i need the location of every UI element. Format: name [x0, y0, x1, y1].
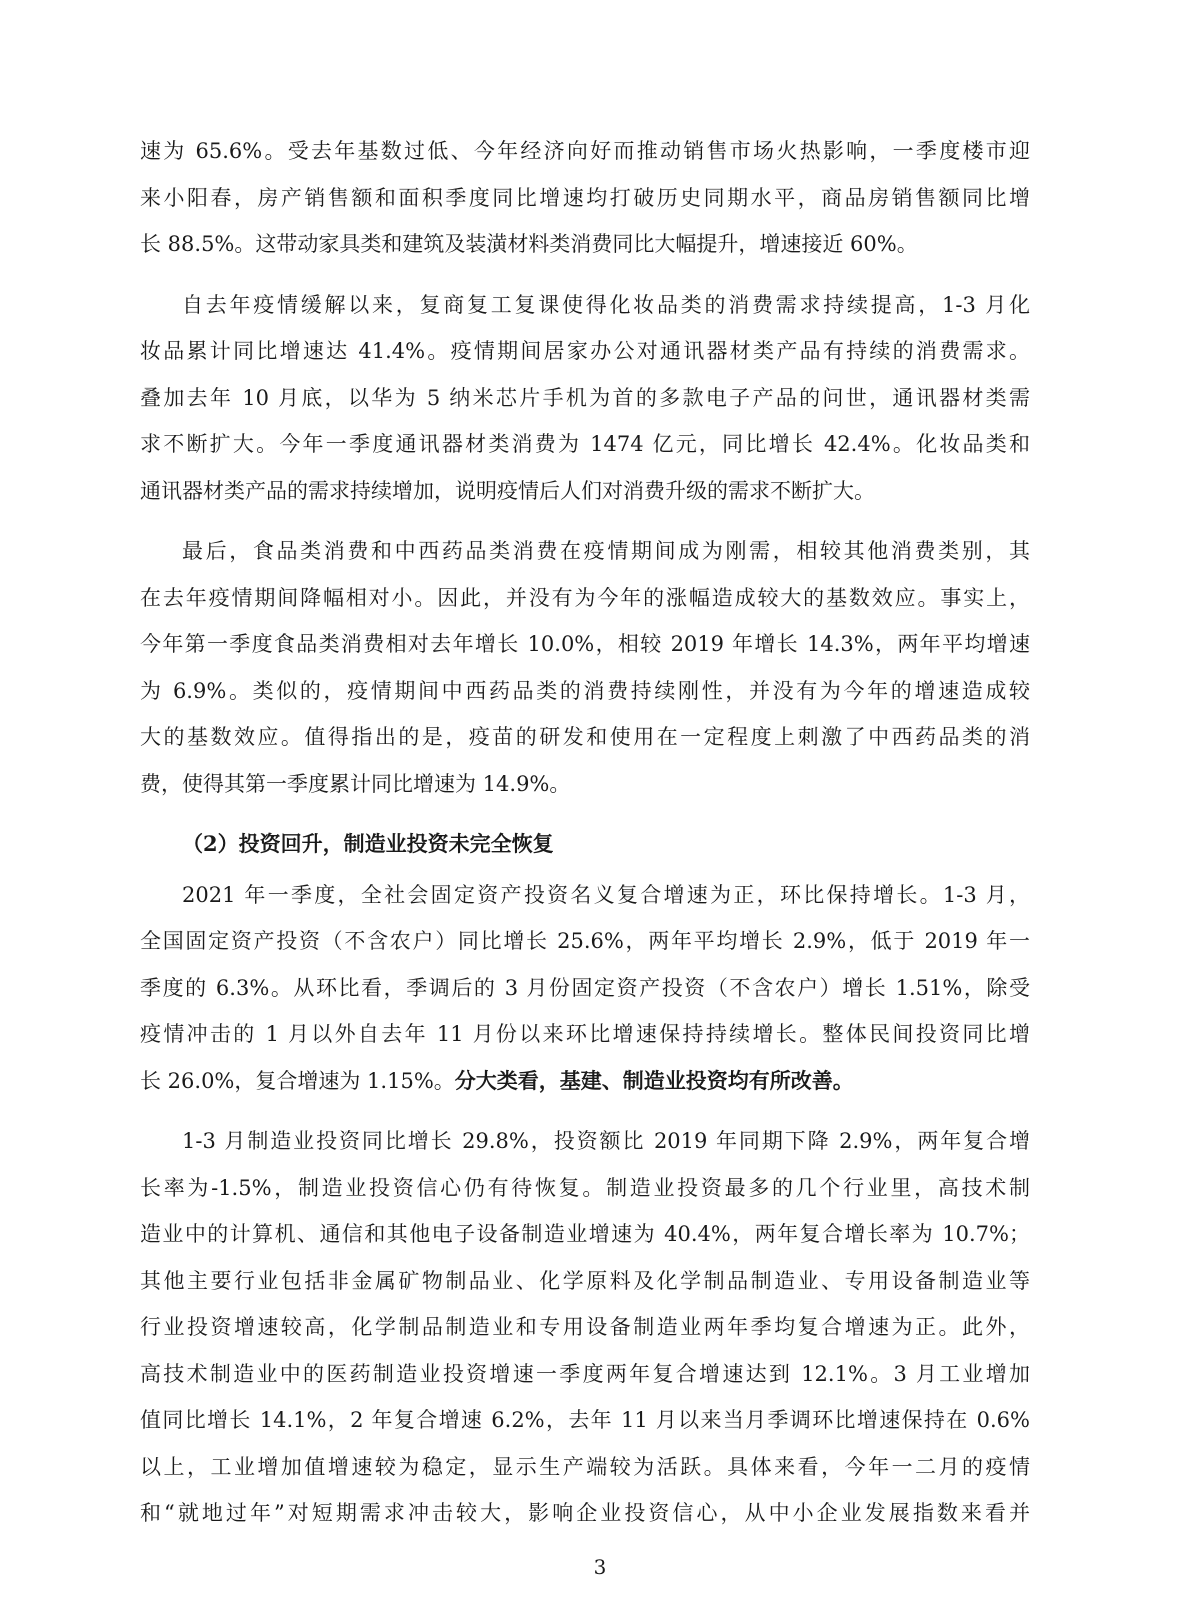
text-line: 今年第一季度食品类消费相对去年增长 10.0%，相较 2019 年增长 14.3%，两年平均增速 — [140, 632, 1030, 656]
text-line: 疫情冲击的 1 月以外自去年 11 月份以来环比增速保持持续增长。整体民间投资同比增 — [140, 1022, 1030, 1046]
text-line: 高技术制造业中的医药制造业投资增速一季度两年复合增速达到 12.1%。3 月工业增加 — [140, 1361, 1030, 1386]
text-line: 全国固定资产投资（不含农户）同比增长 25.6%，两年平均增长 2.9%，低于 2019 年一 — [140, 929, 1030, 953]
text-line: 长 88.5%。这带动家具类和建筑及装潢材料类消费同比大幅提升，增速接近 60%。 — [140, 232, 918, 256]
text-line: 大的基数效应。值得指出的是，疫苗的研发和使用在一定程度上刺激了中西药品类的消 — [140, 725, 1030, 749]
text-line: 在去年疫情期间降幅相对小。因此，并没有为今年的涨幅造成较大的基数效应。事实上， — [140, 585, 1030, 610]
text-line: 2021 年一季度，全社会固定资产投资名义复合增速为正，环比保持增长。1-3 月， — [182, 882, 1030, 907]
document-body — [140, 128, 1030, 1551]
text-line: 速为 65.6%。受去年基数过低、今年经济向好而推动销售市场火热影响，一季度楼市迎 — [140, 139, 1030, 163]
text-line: 费，使得其第一季度累计同比增速为 14.9%。 — [140, 771, 571, 796]
text-line: 1-3 月制造业投资同比增长 29.8%，投资额比 2019 年同期下降 2.9%，两年复合增 — [182, 1129, 1030, 1153]
paragraph-fixed-investment — [140, 872, 1030, 1105]
text-line: 来小阳春，房产销售额和面积季度同比增速均打破历史同期水平，商品房销售额同比增 — [140, 185, 1030, 210]
section-heading: （2）投资回升，制造业投资未完全恢复 — [182, 831, 554, 856]
text-line: 值同比增长 14.1%，2 年复合增速 6.2%，去年 11 月以来当月季调环比增速保持在 0.6% — [140, 1408, 1030, 1432]
page-number: 3 — [593, 1555, 607, 1579]
text-line: 叠加去年 10 月底，以华为 5 纳米芯片手机为首的多款电子产品的问世，通讯器材类需 — [140, 385, 1030, 410]
paragraph-real-estate — [140, 128, 1030, 268]
text-line: 以上，工业增加值增速较为稳定，显示生产端较为活跃。具体来看，今年一二月的疫情 — [140, 1454, 1030, 1479]
paragraph-food-medicine — [140, 528, 1030, 807]
text-line: 造业中的计算机、通信和其他电子设备制造业增速为 40.4%，两年复合增长率为 10.7%； — [140, 1222, 1030, 1246]
text-line: 季度的 6.3%。从环比看，季调后的 3 月份固定资产投资（不含农户）增长 1.51%，除受 — [140, 975, 1030, 1000]
text-line: 自去年疫情缓解以来，复商复工复课使得化妆品类的消费需求持续提高，1-3 月化 — [182, 292, 1030, 317]
text-line: 妆品累计同比增速达 41.4%。疫情期间居家办公对通讯器材类产品有持续的消费需求。 — [140, 339, 1030, 363]
paragraph-cosmetics-telecom — [140, 282, 1030, 515]
paragraph-manufacturing-investment — [140, 1118, 1030, 1537]
text-line: 为 6.9%。类似的，疫情期间中西药品类的消费持续刚性，并没有为今年的增速造成较 — [140, 678, 1030, 703]
text-line: 求不断扩大。今年一季度通讯器材类消费为 1474 亿元，同比增长 42.4%。化妆品类和 — [140, 432, 1030, 456]
text-line: 通讯器材类产品的需求持续增加，说明疫情后人们对消费升级的需求不断扩大。 — [140, 478, 875, 503]
text-line: 行业投资增速较高，化学制品制造业和专用设备制造业两年季均复合增速为正。此外， — [140, 1315, 1030, 1339]
text-line: 长率为-1.5%，制造业投资信心仍有待恢复。制造业投资最多的几个行业里，高技术制 — [140, 1175, 1030, 1200]
text-line: 其他主要行业包括非金属矿物制品业、化学原料及化学制品制造业、专用设备制造业等 — [140, 1268, 1030, 1293]
text-bold-emphasis: 分大类看，基建、制造业投资均有所改善。 — [454, 1067, 854, 1093]
text-regular: 长 26.0%，复合增速为 1.15%。 — [140, 1068, 455, 1093]
text-line — [140, 1058, 1030, 1105]
text-line: 和“就地过年”对短期需求冲击较大，影响企业投资信心，从中小企业发展指数来看并 — [140, 1501, 1030, 1525]
text-line: 最后，食品类消费和中西药品类消费在疫情期间成为刚需，相较其他消费类别，其 — [182, 539, 1030, 563]
